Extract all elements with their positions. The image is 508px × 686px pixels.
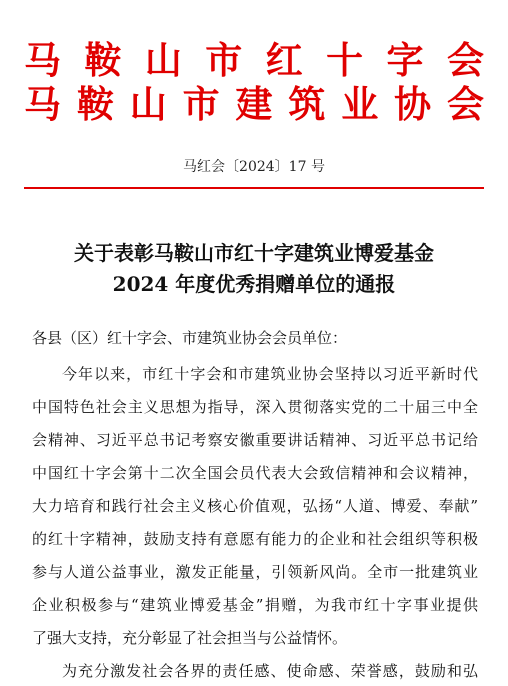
title-character: 鞍 xyxy=(84,38,122,82)
title-character: 字 xyxy=(386,38,424,82)
title-character: 山 xyxy=(144,38,182,82)
paragraph-line: 为充分激发社会各界的责任感、使命感、荣誉感，鼓励和弘 xyxy=(62,662,478,680)
header-divider xyxy=(24,187,484,189)
title-character: 马 xyxy=(24,82,61,126)
paragraph-line: 的红十字精神，鼓励支持有意愿有能力的企业和社会组织等积极 xyxy=(32,530,478,548)
title-character: 市 xyxy=(205,38,243,82)
title-character: 市 xyxy=(182,82,220,126)
title-character: 十 xyxy=(326,38,364,82)
paragraph-line: 今年以来，市红十字会和市建筑业协会坚持以习近平新时代 xyxy=(62,365,478,383)
paragraph-line: 了强大支持，充分彰显了社会担当与公益情怀。 xyxy=(32,629,348,647)
title-character: 红 xyxy=(265,38,303,82)
title-character: 山 xyxy=(129,82,167,126)
document-title-line-1: 关于表彰马鞍山市红十字建筑业博爱基金 xyxy=(74,241,434,265)
issuer-title-red-cross xyxy=(24,38,484,82)
salutation: 各县（区）红十字会、市建筑业协会会员单位： xyxy=(32,329,348,347)
paragraph-line: 企业积极参与“建筑业博爱基金”捐赠，为我市红十字事业提供 xyxy=(32,596,478,614)
title-character: 马 xyxy=(24,38,61,82)
paragraph-line: 会精神、习近平总书记考察安徽重要讲话精神、习近平总书记给 xyxy=(32,431,478,449)
document-title-line-2: 2024 年度优秀捐赠单位的通报 xyxy=(112,272,396,296)
title-character: 业 xyxy=(341,82,379,126)
title-character: 会 xyxy=(447,82,484,126)
title-character: 鞍 xyxy=(76,82,114,126)
title-character: 筑 xyxy=(288,82,326,126)
issuer-title-construction-association xyxy=(24,82,484,126)
document-number: 马红会〔2024〕17 号 xyxy=(183,159,325,175)
paragraph-line: 中国红十字会第十二次全国会员代表大会致信精神和会议精神， xyxy=(32,464,478,482)
paragraph-line: 大力培育和践行社会主义核心价值观，弘扬“人道、博爱、奉献” xyxy=(32,497,478,515)
paragraph-line: 参与人道公益事业，激发正能量，引领新风尚。全市一批建筑业 xyxy=(32,563,478,581)
paragraph-line: 中国特色社会主义思想为指导，深入贯彻落实党的二十届三中全 xyxy=(32,398,478,416)
title-character: 协 xyxy=(394,82,432,126)
title-character: 会 xyxy=(446,38,484,82)
title-character: 建 xyxy=(235,82,273,126)
